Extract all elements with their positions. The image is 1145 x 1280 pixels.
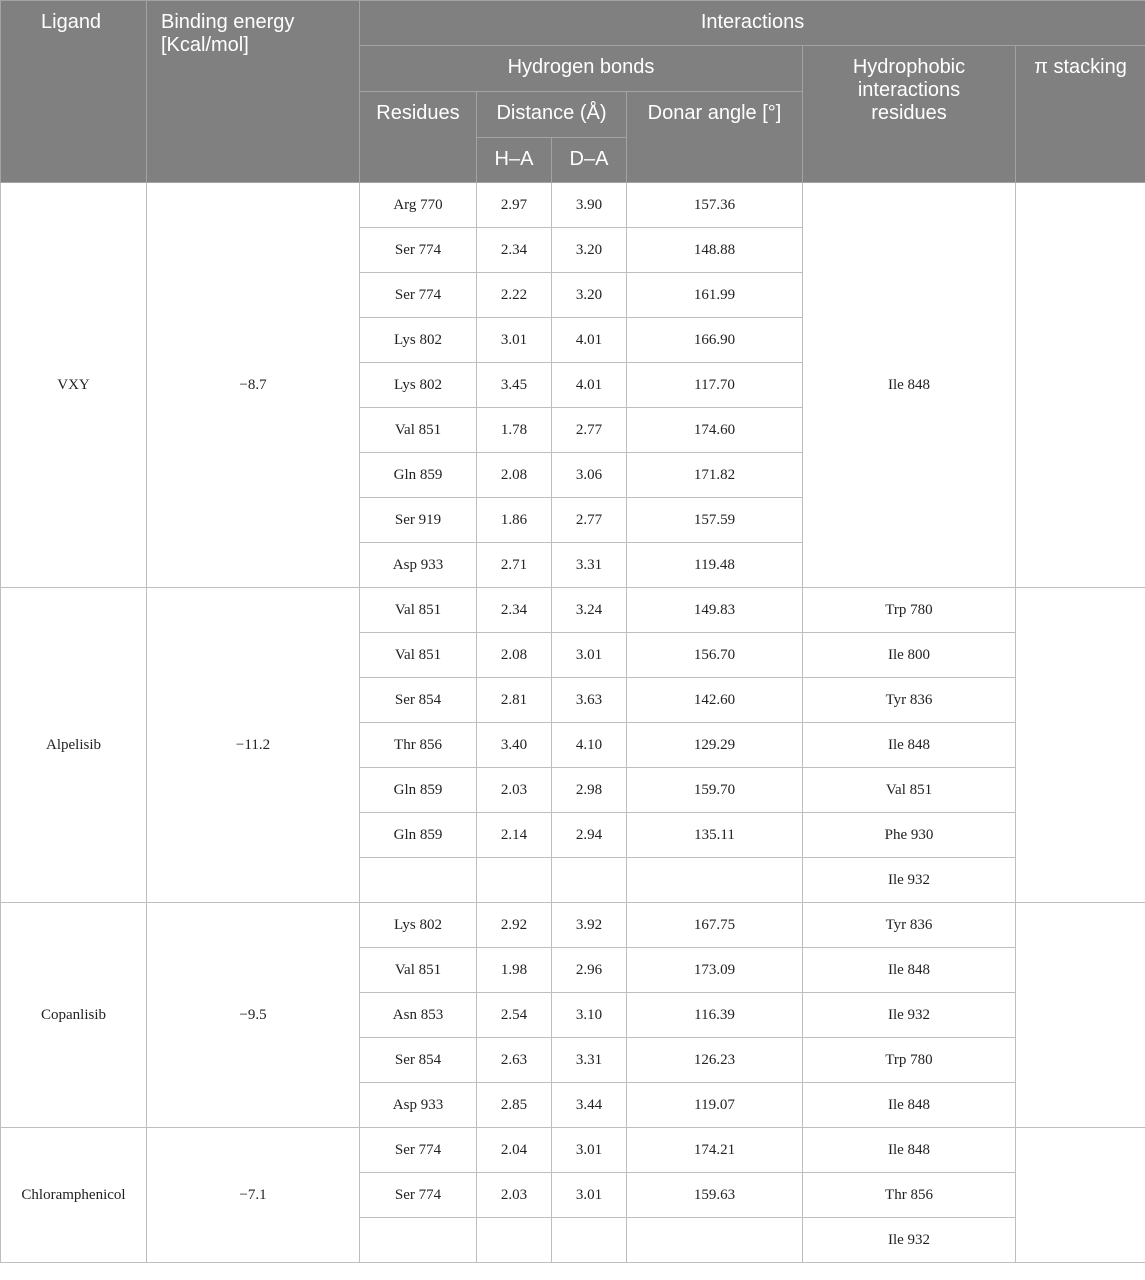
residue-cell: Asp 933 [360, 1083, 477, 1128]
header-ligand: Ligand [1, 1, 147, 183]
d-a-distance-cell: 3.63 [552, 678, 627, 723]
header-h-a: H–A [477, 138, 552, 183]
d-a-distance-cell: 2.77 [552, 498, 627, 543]
pi-stacking-cell [1016, 903, 1145, 1128]
h-a-distance-cell: 2.34 [477, 588, 552, 633]
d-a-distance-cell: 4.01 [552, 318, 627, 363]
residue-cell: Thr 856 [360, 723, 477, 768]
donor-angle-cell [627, 1218, 803, 1263]
header-binding-energy-line2: [Kcal/mol] [161, 34, 249, 56]
header-distance: Distance (Å) [477, 92, 627, 138]
header-hydrophobic-line1: Hydrophobic [852, 56, 966, 78]
hydrophobic-residue-cell: Ile 848 [803, 1083, 1016, 1128]
d-a-distance-cell [552, 1218, 627, 1263]
h-a-distance-cell: 3.40 [477, 723, 552, 768]
hydrophobic-residue-cell: Ile 848 [803, 948, 1016, 993]
table-row [1, 183, 1145, 228]
hydrophobic-residue-cell: Ile 848 [803, 723, 1016, 768]
hydrophobic-residue-cell: Ile 800 [803, 633, 1016, 678]
hydrophobic-residue-cell: Phe 930 [803, 813, 1016, 858]
header-hydrophobic [803, 46, 1016, 183]
h-a-distance-cell: 2.81 [477, 678, 552, 723]
d-a-distance-cell: 4.10 [552, 723, 627, 768]
donor-angle-cell: 149.83 [627, 588, 803, 633]
header-donor-angle: Donar angle [°] [627, 92, 803, 183]
h-a-distance-cell [477, 1218, 552, 1263]
residue-cell: Asp 933 [360, 543, 477, 588]
d-a-distance-cell: 2.98 [552, 768, 627, 813]
residue-cell: Lys 802 [360, 903, 477, 948]
donor-angle-cell: 119.48 [627, 543, 803, 588]
donor-angle-cell: 157.36 [627, 183, 803, 228]
h-a-distance-cell: 1.86 [477, 498, 552, 543]
header-residues: Residues [360, 92, 477, 183]
h-a-distance-cell: 3.45 [477, 363, 552, 408]
h-a-distance-cell [477, 858, 552, 903]
d-a-distance-cell: 3.20 [552, 228, 627, 273]
binding-energy-cell: −11.2 [147, 588, 360, 903]
h-a-distance-cell: 2.04 [477, 1128, 552, 1173]
h-a-distance-cell: 2.92 [477, 903, 552, 948]
donor-angle-cell: 117.70 [627, 363, 803, 408]
d-a-distance-cell: 3.31 [552, 1038, 627, 1083]
table-row [1, 903, 1145, 948]
h-a-distance-cell: 2.63 [477, 1038, 552, 1083]
donor-angle-cell: 119.07 [627, 1083, 803, 1128]
donor-angle-cell: 159.63 [627, 1173, 803, 1218]
hydrophobic-residue-cell: Ile 932 [803, 1218, 1016, 1263]
residue-cell: Gln 859 [360, 813, 477, 858]
header-hydrophobic-line2: interactions [857, 79, 961, 101]
pi-stacking-cell [1016, 588, 1145, 903]
d-a-distance-cell: 2.94 [552, 813, 627, 858]
donor-angle-cell: 174.21 [627, 1128, 803, 1173]
donor-angle-cell: 157.59 [627, 498, 803, 543]
hydrophobic-residue-cell: Thr 856 [803, 1173, 1016, 1218]
d-a-distance-cell [552, 858, 627, 903]
residue-cell: Ser 774 [360, 273, 477, 318]
d-a-distance-cell: 3.06 [552, 453, 627, 498]
d-a-distance-cell: 3.90 [552, 183, 627, 228]
residue-cell: Ser 774 [360, 228, 477, 273]
hydrophobic-residue-cell: Tyr 836 [803, 678, 1016, 723]
donor-angle-cell: 174.60 [627, 408, 803, 453]
hydrophobic-residue-cell: Tyr 836 [803, 903, 1016, 948]
pi-stacking-cell [1016, 1128, 1145, 1263]
ligand-cell: Chloramphenicol [1, 1128, 147, 1263]
residue-cell: Ser 919 [360, 498, 477, 543]
d-a-distance-cell: 3.20 [552, 273, 627, 318]
donor-angle-cell: 148.88 [627, 228, 803, 273]
h-a-distance-cell: 2.54 [477, 993, 552, 1038]
residue-cell [360, 858, 477, 903]
residue-cell: Gln 859 [360, 453, 477, 498]
binding-energy-cell: −8.7 [147, 183, 360, 588]
donor-angle-cell: 166.90 [627, 318, 803, 363]
residue-cell: Lys 802 [360, 363, 477, 408]
binding-energy-cell: −9.5 [147, 903, 360, 1128]
binding-energy-cell: −7.1 [147, 1128, 360, 1263]
h-a-distance-cell: 1.78 [477, 408, 552, 453]
header-pi-stacking: π stacking [1016, 46, 1145, 183]
header-interactions: Interactions [360, 1, 1145, 46]
d-a-distance-cell: 3.01 [552, 633, 627, 678]
d-a-distance-cell: 3.01 [552, 1128, 627, 1173]
donor-angle-cell: 142.60 [627, 678, 803, 723]
donor-angle-cell: 135.11 [627, 813, 803, 858]
residue-cell: Val 851 [360, 588, 477, 633]
hydrophobic-residue-cell: Ile 932 [803, 993, 1016, 1038]
residue-cell: Ser 774 [360, 1128, 477, 1173]
d-a-distance-cell: 2.77 [552, 408, 627, 453]
donor-angle-cell: 159.70 [627, 768, 803, 813]
donor-angle-cell: 126.23 [627, 1038, 803, 1083]
table-row [1, 588, 1145, 633]
residue-cell: Ser 854 [360, 678, 477, 723]
table-body [1, 183, 1145, 1263]
donor-angle-cell: 171.82 [627, 453, 803, 498]
ligand-cell: Copanlisib [1, 903, 147, 1128]
residue-cell: Val 851 [360, 633, 477, 678]
residue-cell: Lys 802 [360, 318, 477, 363]
h-a-distance-cell: 3.01 [477, 318, 552, 363]
h-a-distance-cell: 2.08 [477, 453, 552, 498]
residue-cell: Ser 854 [360, 1038, 477, 1083]
donor-angle-cell: 173.09 [627, 948, 803, 993]
hydrophobic-residue-cell: Trp 780 [803, 1038, 1016, 1083]
donor-angle-cell: 129.29 [627, 723, 803, 768]
h-a-distance-cell: 2.97 [477, 183, 552, 228]
d-a-distance-cell: 3.24 [552, 588, 627, 633]
table-header [1, 1, 1145, 183]
h-a-distance-cell: 2.85 [477, 1083, 552, 1128]
hydrophobic-residue-cell: Ile 848 [803, 183, 1016, 588]
pi-stacking-cell [1016, 183, 1145, 588]
h-a-distance-cell: 2.08 [477, 633, 552, 678]
h-a-distance-cell: 2.71 [477, 543, 552, 588]
h-a-distance-cell: 2.34 [477, 228, 552, 273]
table-row [1, 1128, 1145, 1173]
header-d-a: D–A [552, 138, 627, 183]
donor-angle-cell: 116.39 [627, 993, 803, 1038]
h-a-distance-cell: 2.03 [477, 768, 552, 813]
residue-cell [360, 1218, 477, 1263]
header-binding-energy [147, 1, 360, 183]
donor-angle-cell: 156.70 [627, 633, 803, 678]
d-a-distance-cell: 3.01 [552, 1173, 627, 1218]
d-a-distance-cell: 3.44 [552, 1083, 627, 1128]
h-a-distance-cell: 2.14 [477, 813, 552, 858]
residue-cell: Gln 859 [360, 768, 477, 813]
donor-angle-cell: 167.75 [627, 903, 803, 948]
hydrophobic-residue-cell: Ile 932 [803, 858, 1016, 903]
h-a-distance-cell: 2.03 [477, 1173, 552, 1218]
header-hydrophobic-line3: residues [871, 102, 947, 124]
ligand-cell: VXY [1, 183, 147, 588]
residue-cell: Val 851 [360, 408, 477, 453]
donor-angle-cell: 161.99 [627, 273, 803, 318]
h-a-distance-cell: 1.98 [477, 948, 552, 993]
residue-cell: Val 851 [360, 948, 477, 993]
d-a-distance-cell: 2.96 [552, 948, 627, 993]
donor-angle-cell [627, 858, 803, 903]
header-hydrogen-bonds: Hydrogen bonds [360, 46, 803, 92]
header-binding-energy-line1: Binding energy [161, 11, 295, 33]
d-a-distance-cell: 3.31 [552, 543, 627, 588]
ligand-cell: Alpelisib [1, 588, 147, 903]
d-a-distance-cell: 4.01 [552, 363, 627, 408]
hydrophobic-residue-cell: Val 851 [803, 768, 1016, 813]
residue-cell: Arg 770 [360, 183, 477, 228]
residue-cell: Asn 853 [360, 993, 477, 1038]
h-a-distance-cell: 2.22 [477, 273, 552, 318]
hydrophobic-residue-cell: Ile 848 [803, 1128, 1016, 1173]
d-a-distance-cell: 3.92 [552, 903, 627, 948]
residue-cell: Ser 774 [360, 1173, 477, 1218]
hydrophobic-residue-cell: Trp 780 [803, 588, 1016, 633]
d-a-distance-cell: 3.10 [552, 993, 627, 1038]
